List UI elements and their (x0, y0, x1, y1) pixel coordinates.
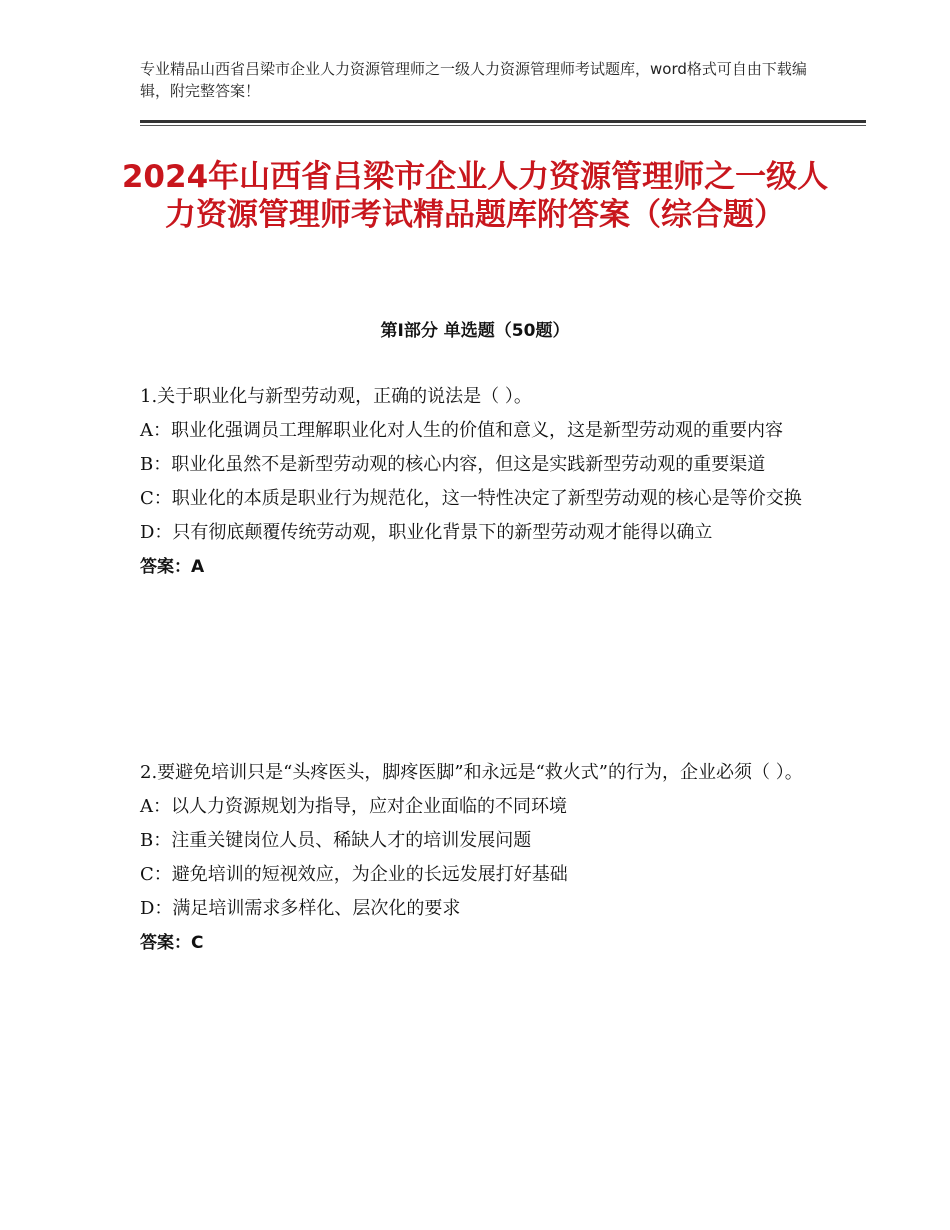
question-2-option-b: B：注重关键岗位人员、稀缺人才的培训发展问题 (140, 830, 532, 851)
question-2-option-d: D：满足培训需求多样化、层次化的要求 (140, 898, 461, 919)
header-note: 专业精品山西省吕梁市企业人力资源管理师之一级人力资源管理师考试题库，word格式可自由下载编辑，附完整答案！ (140, 60, 807, 100)
question-1-answer: 答案：A (140, 557, 205, 577)
section-title: 第Ⅰ部分 单选题（50题） (380, 321, 570, 341)
header-divider-thick (140, 120, 866, 123)
question-1-option-c: C：职业化的本质是职业行为规范化，这一特性决定了新型劳动观的核心是等价交换 (140, 488, 802, 509)
question-2-answer: 答案：C (140, 933, 204, 953)
header-divider-thin (140, 125, 866, 126)
question-1-option-d: D：只有彻底颠覆传统劳动观，职业化背景下的新型劳动观才能得以确立 (140, 522, 713, 543)
question-1-option-b: B：职业化虽然不是新型劳动观的核心内容，但这是实践新型劳动观的重要渠道 (140, 454, 766, 475)
question-1-stem: 1.关于职业化与新型劳动观，正确的说法是（ ）。 (140, 386, 532, 407)
question-2-option-a: A：以人力资源规划为指导，应对企业面临的不同环境 (140, 796, 567, 817)
document-title: 2024年山西省吕梁市企业人力资源管理师之一级人力资源管理师考试精品题库附答案（综合题） (121, 159, 829, 233)
question-2 (140, 756, 810, 960)
question-1 (140, 380, 810, 584)
question-1-option-a: A：职业化强调员工理解职业化对人生的价值和意义，这是新型劳动观的重要内容 (140, 420, 783, 441)
question-2-stem: 2.要避免培训只是“头疼医头，脚疼医脚”和永远是“救火式”的行为，企业必须（ ）。 (140, 762, 803, 783)
question-2-option-c: C：避免培训的短视效应，为企业的长远发展打好基础 (140, 864, 568, 885)
